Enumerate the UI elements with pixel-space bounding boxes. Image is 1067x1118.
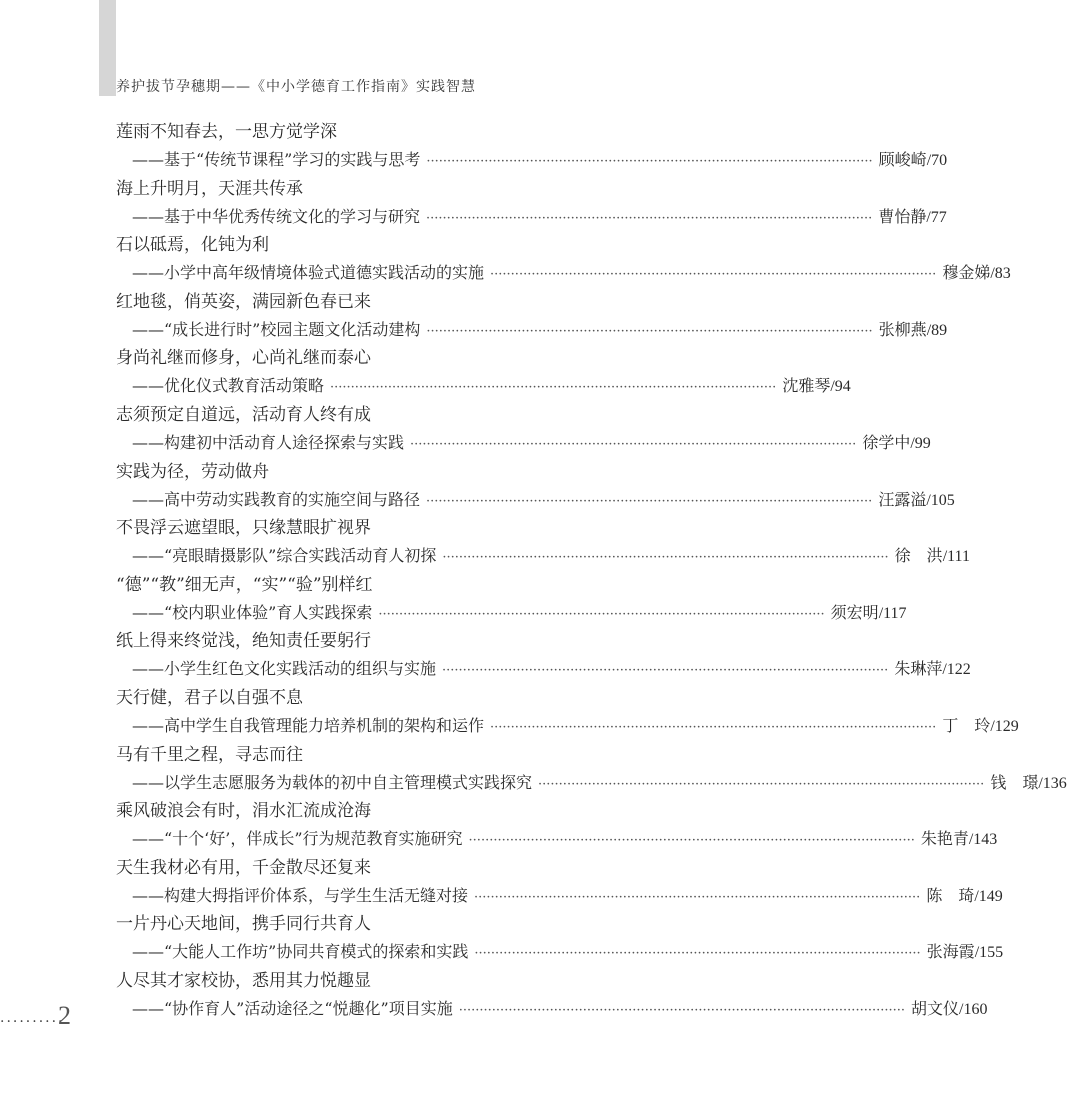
toc-entry-author: 须宏明 [830,602,879,622]
toc-entry [116,910,1004,967]
toc-entry-page: /89 [926,321,948,339]
toc-entry-subtitle-line [116,882,1003,910]
toc-entry-author: 沈雅琴 [782,376,831,396]
toc-entry-author: 徐学中 [862,432,911,452]
toc-entry-page: /99 [910,434,931,452]
toc-entry-subtitle: ——以学生志愿服务为载体的初中自主管理模式实践探究 [132,772,533,792]
toc-entry-title: 马有千里之程，寻志而往 [116,744,303,765]
toc-entry-page: /83 [990,265,1011,283]
toc-entry-title: 纸上得来终觉浅，绝知责任要躬行 [116,631,371,652]
toc-entry-title: 莲雨不知春去，一思方觉学深 [116,122,337,142]
toc-entry-author: 徐 洪 [894,546,943,566]
toc-entry-title: 天生我材必有用，千金散尽还复来 [116,857,371,878]
toc-entry-page: /122 [942,661,971,679]
toc-entry-page: /143 [968,831,998,849]
toc-entry-subtitle-line [116,712,1019,740]
toc-entry-author: 顾峻崎 [878,150,927,169]
toc-entry-title: “德”“教”细无声，“实”“验”别样红 [116,574,373,595]
toc-entry-subtitle-line [116,316,948,344]
toc-entry-subtitle: ——“校内职业体验”育人实践探索 [132,602,373,622]
toc-entry-page: /155 [974,944,1004,962]
toc-entry-subtitle: ——优化仪式教育活动策略 [132,376,325,396]
toc-entry-subtitle-line [116,372,851,400]
toc-entry-subtitle-line [116,203,947,231]
toc-entry [116,458,955,515]
toc-entry-title: 不畏浮云遮望眼，只缘慧眼扩视界 [116,518,371,539]
toc-entry-title: 志须预定自道远，活动育人终有成 [116,404,371,425]
table-of-contents [116,118,1067,1024]
toc-entry [116,627,971,684]
toc-entry-subtitle: ——构建大拇指评价体系，与学生生活无缝对接 [132,885,469,905]
toc-entry-subtitle: ——“成长进行时”校园主题文化活动建构 [132,319,421,339]
toc-entry-subtitle: ——“大能人工作坊”协同共育模式的探索和实践 [132,942,469,962]
toc-entry [116,288,948,345]
toc-entry-author: 胡文仪 [911,998,960,1018]
dot-leader [426,488,872,516]
dot-leader [474,940,920,968]
toc-entry-author: 钱 璟 [990,772,1039,792]
toc-entry-subtitle-line [116,146,948,174]
toc-entry-subtitle-line [116,769,1067,797]
toc-entry-title: 身尚礼继而修身，心尚礼继而泰心 [116,348,371,369]
toc-entry-title: 海上升明月，天涯共传承 [116,178,303,199]
dot-leader [426,148,872,176]
toc-entry [116,854,1003,911]
toc-entry [116,514,970,571]
toc-entry-subtitle-line [116,259,1011,287]
dot-leader [378,601,824,629]
toc-entry-author: 张海霞 [926,942,975,962]
toc-entry-subtitle: ——高中劳动实践教育的实施空间与路径 [132,489,421,509]
toc-entry-page: /149 [974,887,1003,905]
toc-entry-page: /70 [926,152,948,169]
toc-entry-page: /94 [830,378,851,396]
toc-entry-author: 丁 玲 [942,715,991,735]
dot-leader [474,884,920,912]
toc-entry-page: /160 [959,1000,988,1018]
toc-entry [116,401,931,458]
dot-leader [442,657,888,685]
page-number: 2 [58,1001,71,1030]
toc-entry-subtitle: ——构建初中活动育人途径探索与实践 [132,432,405,452]
toc-entry [116,118,948,175]
toc-entry [116,175,947,232]
dot-leader [410,431,856,459]
dot-leader [459,997,905,1025]
toc-entry-title: 一片丹心天地间，携手同行共育人 [116,914,371,935]
toc-entry-title: 实践为径，劳动做舟 [116,461,269,482]
dot-leader [442,544,888,572]
toc-entry-page: /111 [942,548,970,566]
toc-entry-subtitle: ——基于中华优秀传统文化的学习与研究 [132,206,421,226]
dot-leader [490,714,936,742]
toc-entry-subtitle-line [116,429,931,457]
toc-entry-page: /77 [926,208,947,226]
toc-entry [116,684,1019,741]
toc-entry-title: 红地毯，俏英姿，满园新色春已来 [116,291,371,312]
toc-entry-subtitle: ——“协作育人”活动途径之“悦趣化”项目实施 [132,998,453,1018]
toc-entry-author: 张柳燕 [878,319,927,339]
toc-entry [116,967,988,1024]
toc-entry-subtitle: ——高中学生自我管理能力培养机制的架构和运作 [132,715,485,735]
toc-entry-author: 穆金娣 [942,263,991,283]
toc-entry-author: 曹怡静 [878,206,927,226]
toc-entry-page: /136 [1038,774,1067,792]
toc-entry-page: /117 [878,604,907,622]
toc-entry-title: 石以砥焉，化钝为利 [116,235,269,256]
toc-entry [116,797,998,854]
toc-entry-subtitle: ——小学生红色文化实践活动的组织与实施 [132,659,437,679]
running-header: 养护拔节孕穗期——《中小学德育工作指南》实践智慧 [116,79,476,95]
toc-entry-author: 陈 琦 [926,885,975,905]
toc-entry-subtitle-line [116,599,907,627]
toc-entry [116,741,1067,798]
dot-leader [426,318,872,346]
dot-leader [469,827,915,855]
dot-leader [330,374,776,402]
footer-dots: ·········· [0,1014,65,1030]
toc-entry-title: 乘风破浪会有时，涓水汇流成沧海 [116,801,371,822]
toc-entry-subtitle: ——“亮眼睛摄影队”综合实践活动育人初探 [132,546,437,566]
toc-entry-subtitle-line [116,995,988,1023]
dot-leader [426,205,872,233]
side-bar-decoration [99,0,116,96]
dot-leader [490,261,936,289]
toc-entry-subtitle-line [116,938,1004,966]
toc-entry-subtitle-line [116,542,970,570]
toc-entry-title: 天行健，君子以自强不息 [116,687,303,708]
toc-entry-subtitle-line [116,486,955,514]
toc-entry-subtitle: ——小学中高年级情境体验式道德实践活动的实施 [132,263,485,283]
toc-entry-title: 人尽其才家校协，悉用其力悦趣显 [116,970,371,991]
toc-entry-subtitle: ——基于“传统节课程”学习的实践与思考 [132,150,421,169]
toc-entry-subtitle-line [116,655,971,683]
toc-entry [116,231,1011,288]
toc-entry [116,571,907,628]
toc-entry-subtitle: ——“十个‘好’，伴成长”行为规范教育实施研究 [132,829,463,849]
toc-entry-author: 朱琳萍 [894,659,943,679]
toc-entry-page: /129 [990,717,1019,735]
toc-entry-author: 汪露溢 [878,489,927,509]
toc-entry-author: 朱艳青 [920,829,969,849]
toc-entry-page: /105 [926,491,955,509]
dot-leader [538,771,984,799]
toc-entry-subtitle-line [116,825,998,853]
toc-entry [116,344,851,401]
